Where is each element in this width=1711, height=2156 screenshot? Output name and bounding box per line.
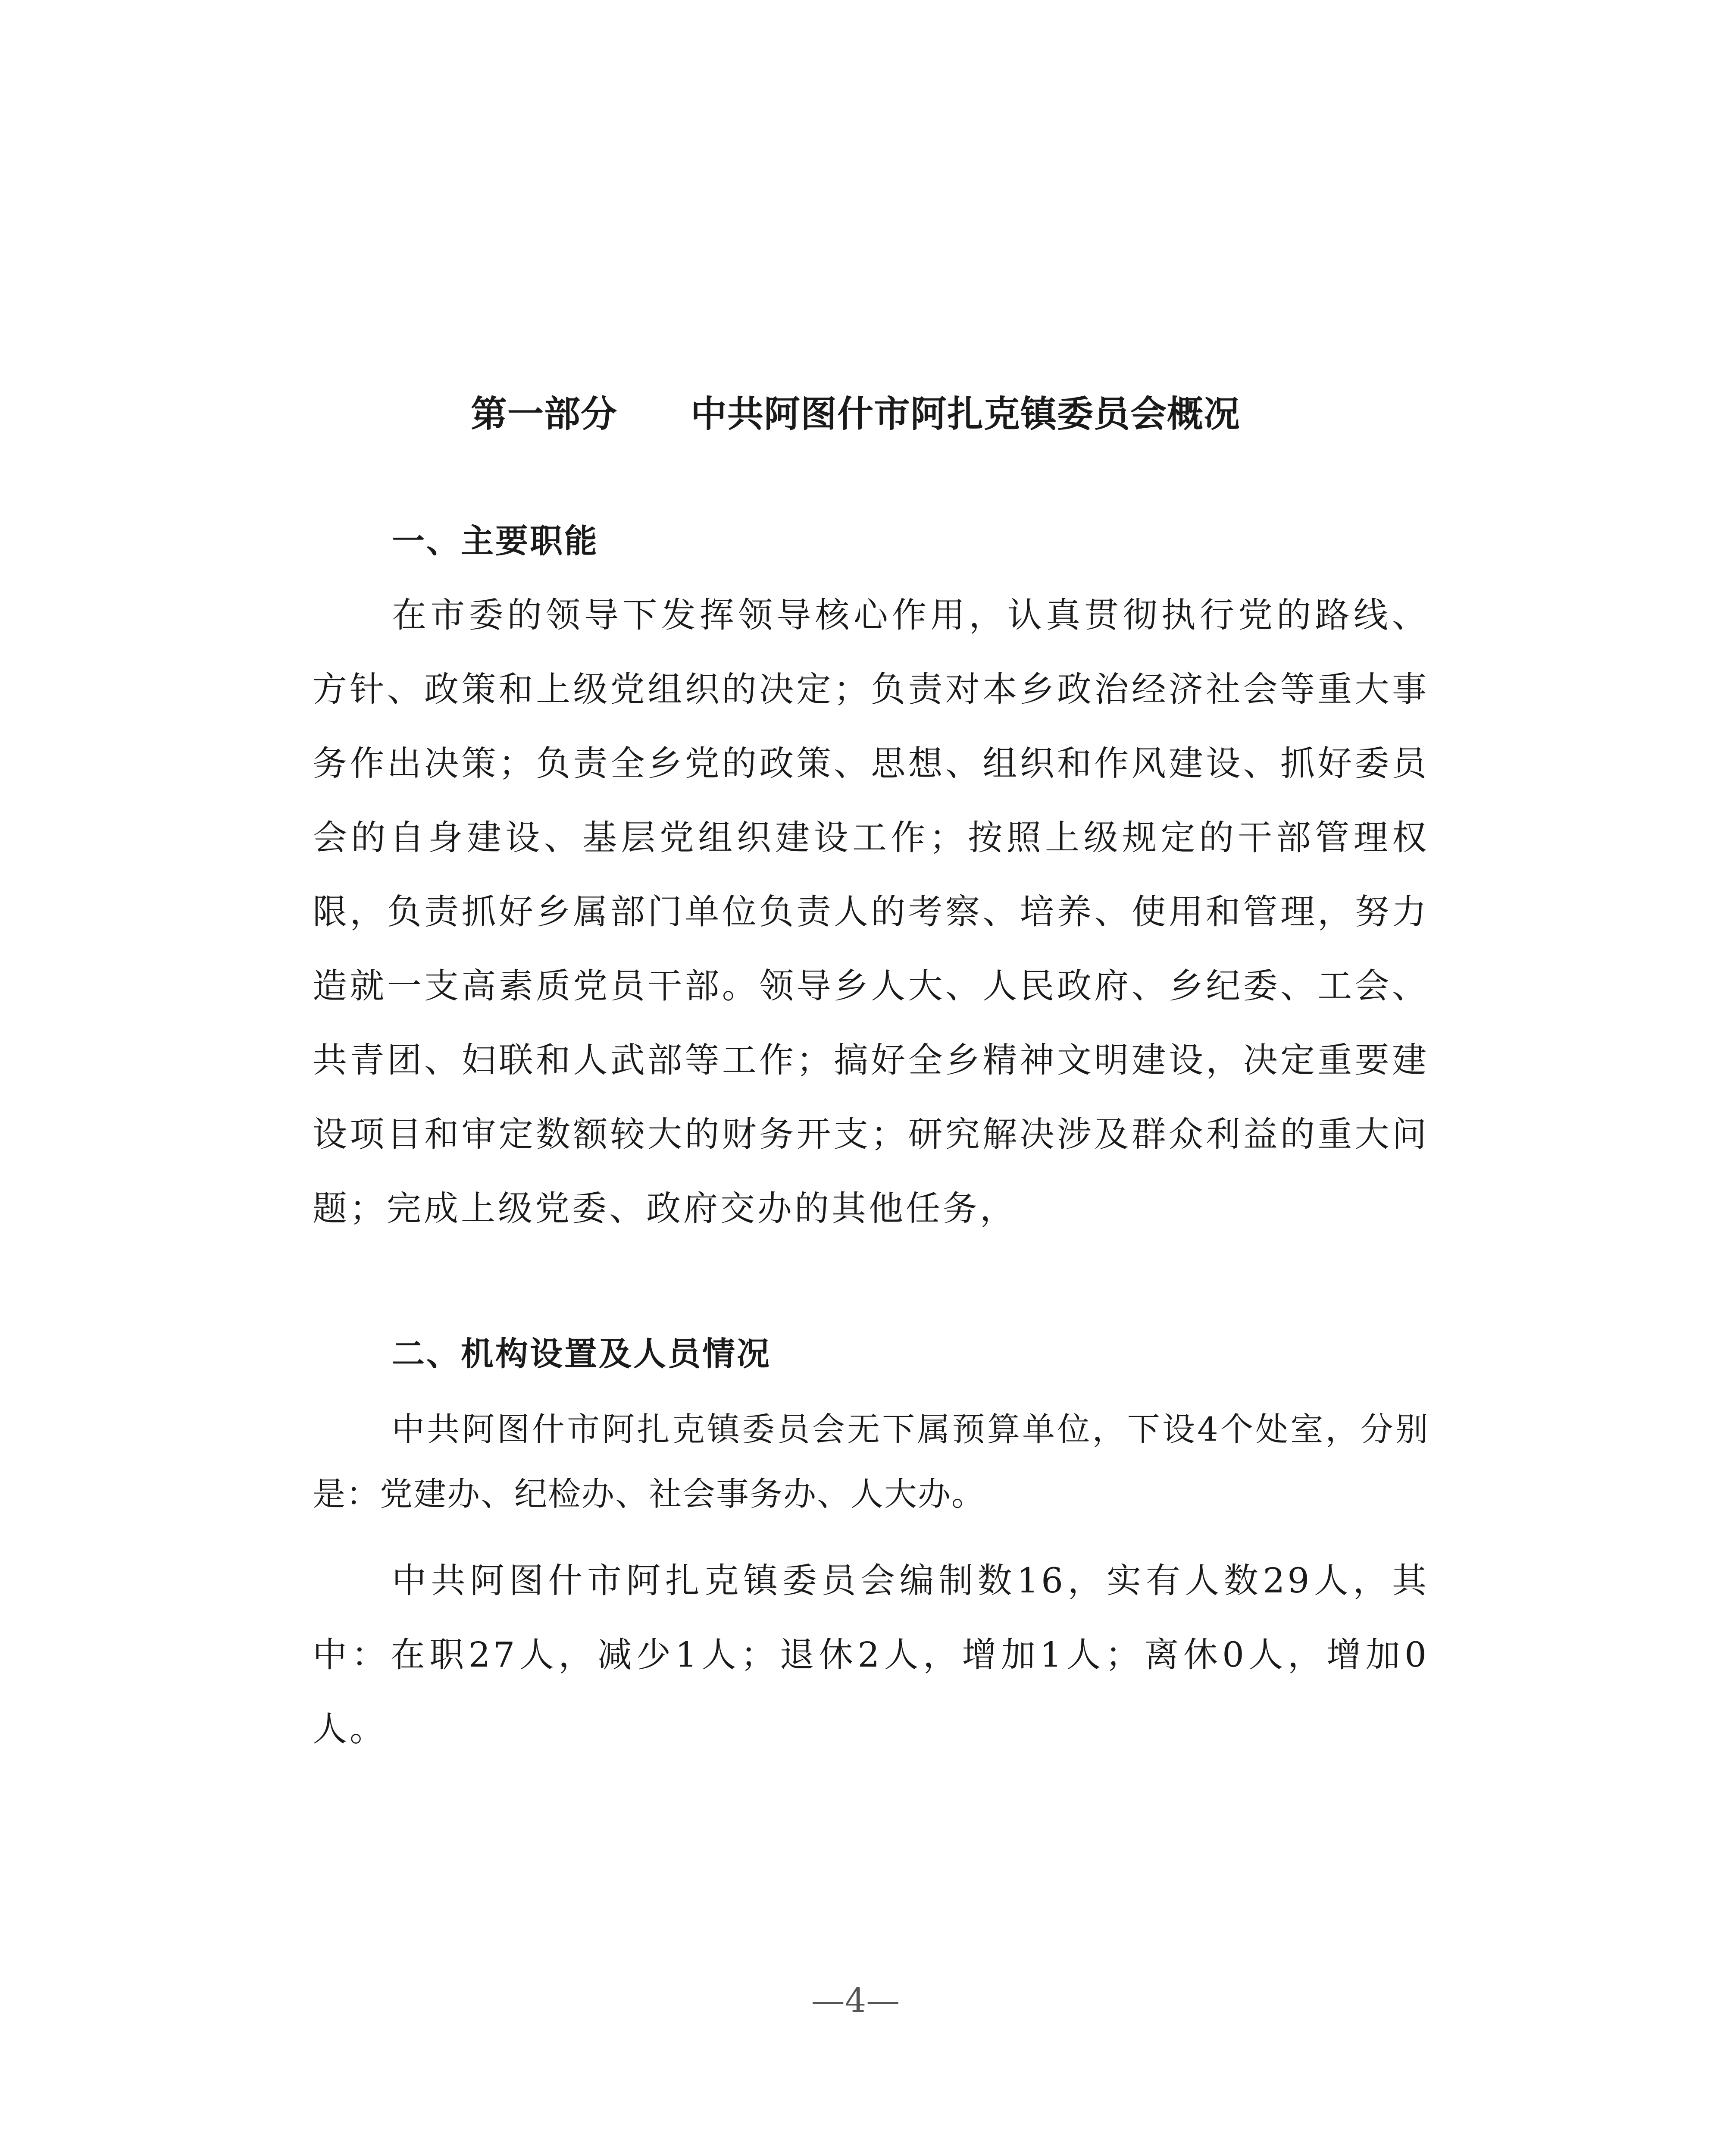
section-heading-main-functions: 一、主要职能 [392,522,599,560]
paragraph-staffing: 中共阿图什市阿扎克镇委员会编制数16，实有人数29人，其中：在职27人，减少1人；退休2人，增加1人；离休0人，增加0人。 [313,1561,1429,1749]
section-organization [313,1328,1429,1766]
paragraph-departments: 中共阿图什市阿扎克镇委员会无下属预算单位，下设4个处室，分别是：党建办、纪检办、社会事务办、人大办。 [313,1410,1429,1513]
paragraph-main-functions: 在市委的领导下发挥领导核心作用，认真贯彻执行党的路线、方针、政策和上级党组织的决定；负责对本乡政治经济社会等重大事务作出决策；负责全乡党的政策、思想、组织和作风建设、抓好委员会的自身建设、基层党组织建设工作；按照上级规定的干部管理权限，负责抓好乡属部门单位负责人的考察、培养、使用和管理，努力造就一支高素质党员干部。领导乡人大、人民政府、乡纪委、工会、共青团、妇联和人武部等工作；搞好全乡精神文明建设，决定重要建设项目和审定数额较大的财务开支；研究解决涉及群众利益的重大问题；完成上级党委、政府交办的其他任务， [313,595,1429,1228]
section-main-functions [313,515,1429,1246]
section-heading-organization: 二、机构设置及人员情况 [392,1335,771,1373]
document-title: 第一部分 中共阿图什市阿扎克镇委员会概况 [470,393,1240,435]
page-number: —4— [811,1981,900,2020]
